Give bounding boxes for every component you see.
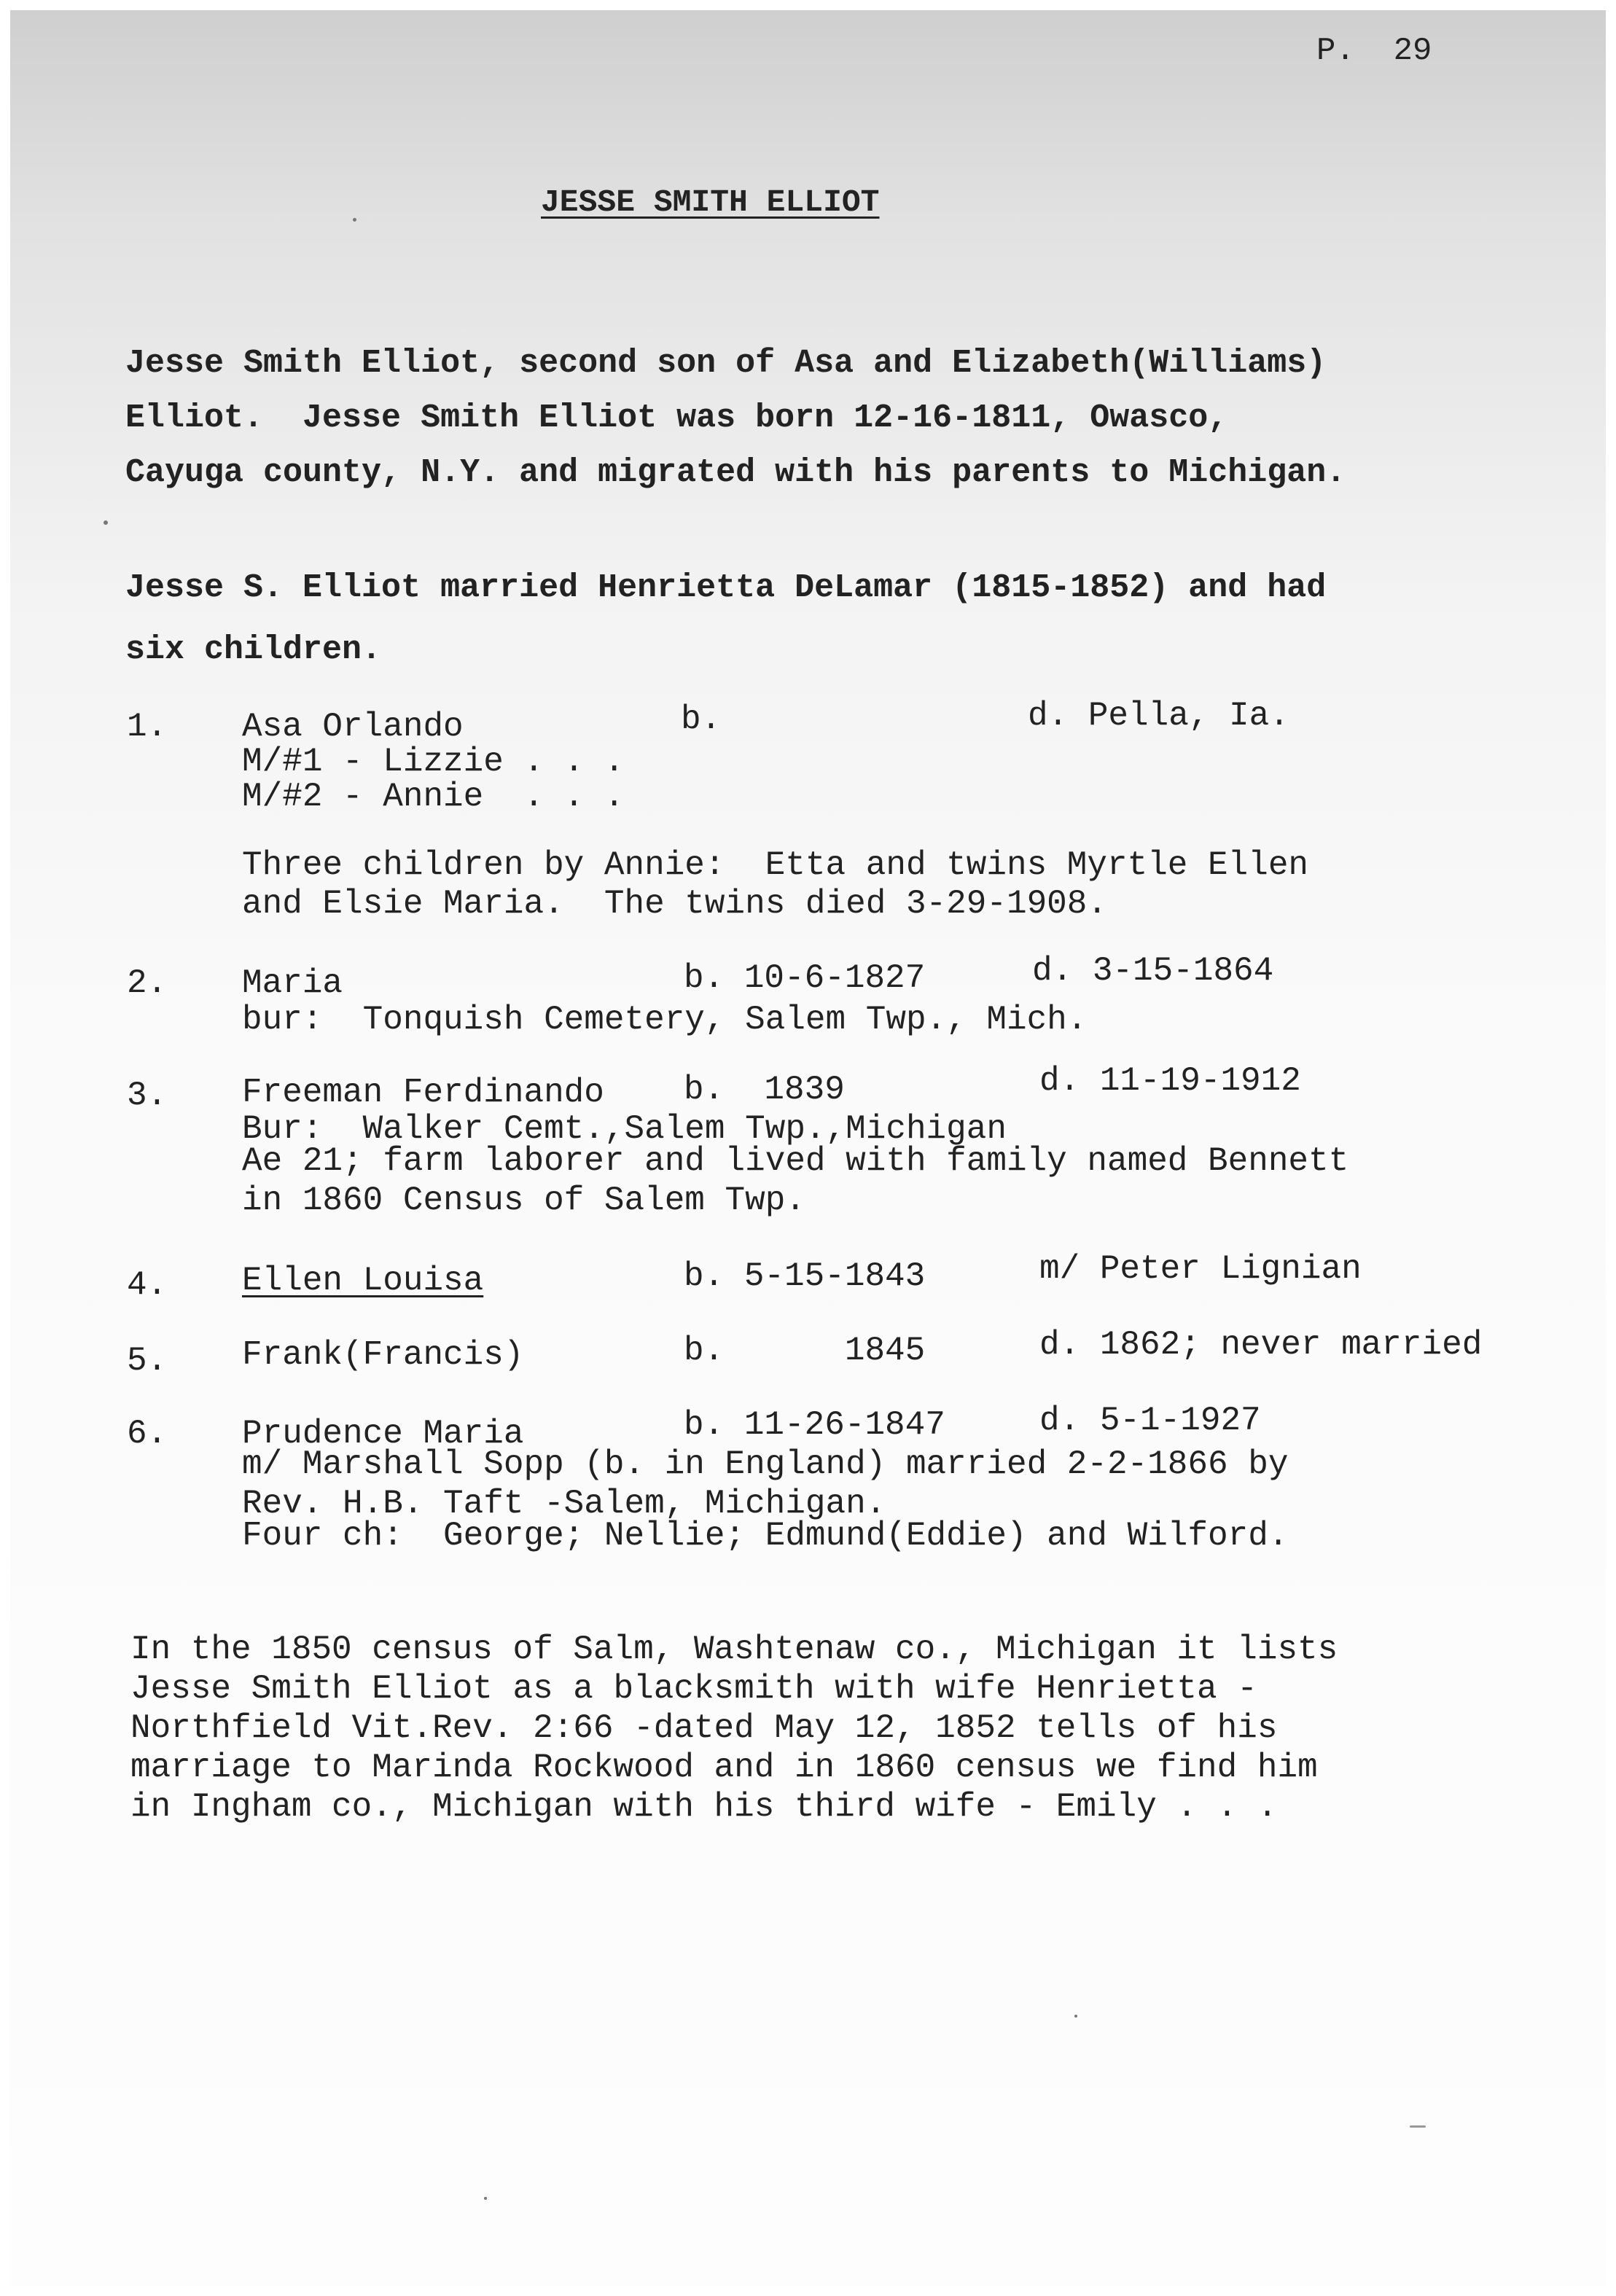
census-line-3: Northfield Vit.Rev. 2:66 -dated May 12, 1852 tells of his	[130, 1709, 1278, 1747]
scan-speck	[1074, 2015, 1077, 2018]
scan-speck	[353, 218, 356, 222]
child-1-note-2: M/#2 - Annie . . .	[242, 778, 625, 816]
intro-line-2: Elliot. Jesse Smith Elliot was born 12-16-1811, Owasco,	[125, 399, 1228, 437]
child-5-number: 5.	[127, 1342, 168, 1380]
child-6-note-2: Rev. H.B. Taft -Salem, Michigan.	[242, 1485, 886, 1523]
child-2-note-1: bur: Tonquish Cemetery, Salem Twp., Mich.	[242, 1001, 1088, 1039]
child-3-birth: b. 1839	[684, 1071, 845, 1109]
child-3-note-3: in 1860 Census of Salem Twp.	[242, 1182, 805, 1219]
child-3-note-1: Bur: Walker Cemt.,Salem Twp.,Michigan	[242, 1110, 1007, 1148]
child-3-name: Freeman Ferdinando	[242, 1074, 604, 1112]
scan-speck	[484, 2197, 487, 2200]
intro-line-1: Jesse Smith Elliot, second son of Asa and Elizabeth(Williams)	[125, 345, 1327, 382]
child-2-birth: b. 10-6-1827	[684, 959, 926, 997]
child-2-name: Maria	[242, 964, 343, 1002]
child-6-name: Prudence Maria	[242, 1415, 524, 1453]
child-6-number: 6.	[127, 1415, 168, 1453]
census-line-2: Jesse Smith Elliot as a blacksmith with wife Henrietta -	[130, 1670, 1257, 1708]
child-3-number: 3.	[127, 1077, 168, 1114]
intro-line-3: Cayuga county, N.Y. and migrated with his parents to Michigan.	[125, 454, 1346, 491]
child-5-birth: b. 1845	[684, 1332, 926, 1370]
child-6-birth: b. 11-26-1847	[684, 1406, 945, 1444]
child-3-note-2: Ae 21; farm laborer and lived with family named Bennett	[242, 1142, 1349, 1180]
marriage-line-2: six children.	[125, 631, 382, 668]
child-4-name: Ellen Louisa	[242, 1262, 484, 1300]
census-line-4: marriage to Marinda Rockwood and in 1860 census we find him	[130, 1749, 1318, 1787]
child-6-note-1: m/ Marshall Sopp (b. in England) married 2-2-1866 by	[242, 1445, 1289, 1483]
child-1-name: Asa Orlando	[242, 708, 464, 746]
child-3-death: d. 11-19-1912	[1039, 1062, 1301, 1100]
child-4-marriage: m/ Peter Lignian	[1039, 1250, 1362, 1288]
child-4-birth: b. 5-15-1843	[684, 1257, 926, 1295]
census-line-1: In the 1850 census of Salm, Washtenaw co., Michigan it lists	[130, 1631, 1338, 1668]
marriage-line-1: Jesse S. Elliot married Henrietta DeLamar (1815-1852) and had	[125, 569, 1327, 606]
child-1-birth: b.	[681, 700, 722, 738]
child-1-extra-2: and Elsie Maria. The twins died 3-29-1908.	[242, 885, 1107, 923]
child-4-number: 4.	[127, 1266, 168, 1304]
child-6-note-3: Four ch: George; Nellie; Edmund(Eddie) and Wilford.	[242, 1517, 1289, 1555]
child-2-death: d. 3-15-1864	[1032, 952, 1274, 990]
page-number: P. 29	[1316, 33, 1432, 69]
document-page	[10, 10, 1606, 2286]
census-line-5: in Ingham co., Michigan with his third wife - Emily . . .	[130, 1788, 1278, 1826]
child-1-extra-1: Three children by Annie: Etta and twins Myrtle Ellen	[242, 846, 1309, 884]
child-5-name: Frank(Francis)	[242, 1336, 524, 1374]
scan-speck	[104, 520, 108, 525]
scan-speck	[1410, 2125, 1426, 2128]
child-1-death: d. Pella, Ia.	[1028, 697, 1289, 735]
child-1-note-1: M/#1 - Lizzie . . .	[242, 743, 625, 781]
child-5-death: d. 1862; never married	[1039, 1326, 1483, 1364]
document-title: JESSE SMITH ELLIOT	[541, 184, 880, 220]
child-2-number: 2.	[127, 964, 168, 1002]
child-1-number: 1.	[127, 708, 168, 746]
child-6-death: d. 5-1-1927	[1039, 1402, 1261, 1440]
